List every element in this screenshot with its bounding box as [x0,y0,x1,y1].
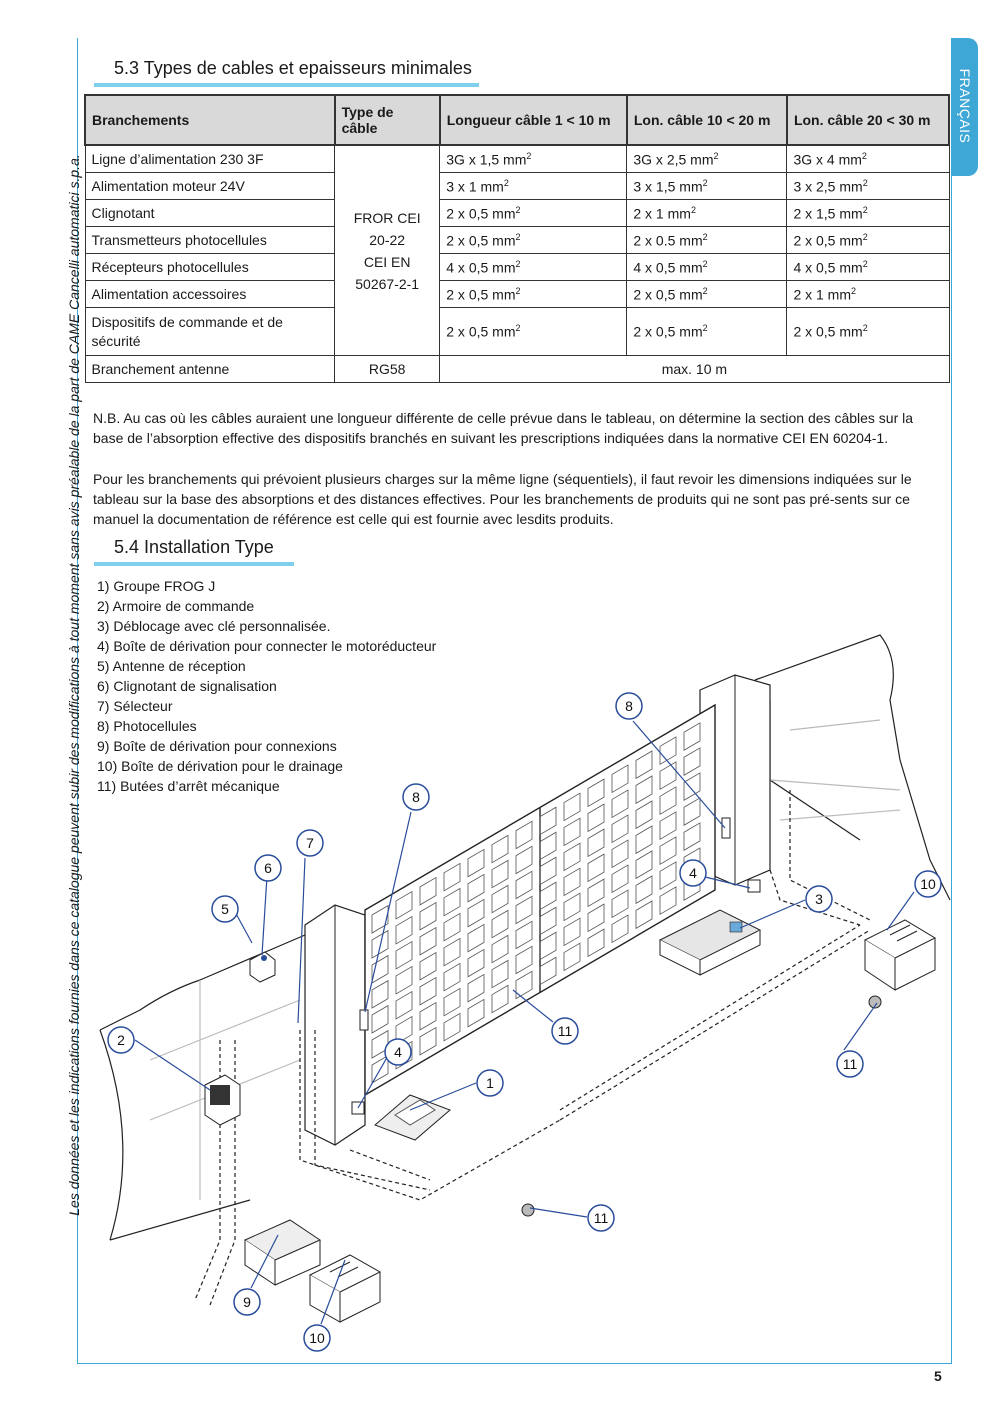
cell-value: 2 x 0,5 $mm^2$ [627,281,787,308]
note-paragraph-1: N.B. Au cas où les câbles auraient une longueur différente de celle prévue dans le tableau, on détermine la section des câbles sur la base de l’absorption effective des dispositifs branchés en suivant les prescriptions indiquées dans la normative CEI EN 60204-1. [93,410,914,446]
legend-item: 3) Déblocage avec clé personnalisée. [97,618,331,634]
cell-value: 2 x 0,5 $mm^2$ [787,227,949,254]
legend-item: 6) Clignotant de signalisation [97,678,277,694]
junction-box-10-right [865,920,935,990]
row-label: Branchement antenne [85,356,335,383]
cell-value: 2 x 1,5 $mm^2$ [787,200,949,227]
wall-right [755,635,950,900]
legend-item: 9) Boîte de dérivation pour connexions [97,738,337,754]
callout-9 [234,1289,260,1315]
header-type-cable: Type de câble [335,95,440,145]
motor-unit-3 [660,910,760,975]
cable-type-line: 20-22 [369,231,406,248]
note-paragraph-2: Pour les branchements qui prévoient plusieurs charges sur la même ligne (séquentiels), il faut revoir les dimensions indiquées sur le tableau sur la base des absorptions et des distances effectives. Pour les branchements de produits qui ne sont pas pré-sents sur ce manuel la documentation de référence est celle qui est fournie avec lesdits produits. [93,471,912,527]
svg-text:7: 7 [306,835,314,851]
cell-value: 2 x 0,5 $mm^2$ [440,281,627,308]
header-branchements: Branchements [85,95,335,145]
legend-item: 5) Antenne de réception [97,658,246,674]
svg-text:11: 11 [593,1210,609,1226]
callout-6 [255,855,281,881]
svg-text:8: 8 [625,698,633,714]
svg-text:11: 11 [842,1056,858,1072]
header-length-3: Lon. câble 20 < 30 m [787,95,949,145]
cell-value: 2 x 0.5 $mm^2$ [627,227,787,254]
cell-value: 4 x 0,5 $mm^2$ [440,254,627,281]
cell-value: 2 x 0,5 $mm^2$ [787,308,949,356]
frog-unit-1 [375,1095,450,1140]
cable-type-line: CEI EN [363,253,411,270]
svg-text:6: 6 [264,860,272,876]
page-number: 5 [934,1368,942,1384]
svg-text:9: 9 [243,1294,251,1310]
legend-item: 1) Groupe FROG J [97,578,216,594]
svg-text:3: 3 [815,891,823,907]
legend-item: 8) Photocellules [97,718,197,734]
cell-value: 3 x 1 $mm^2$ [440,173,627,200]
callout-8-pillar [616,693,642,719]
callout-8-gate [403,784,429,810]
callout-1 [477,1070,503,1096]
callout-10-right [915,871,941,897]
cell-value: 2 x 0,5 $mm^2$ [627,308,787,356]
header-length-1: Longueur câble 1 < 10 m [440,95,627,145]
cell-value: 2 x 0,5 $mm^2$ [440,200,627,227]
callout-4-left [385,1039,411,1065]
svg-text:11: 11 [557,1023,573,1039]
svg-text:10: 10 [920,876,936,892]
legend-item: 2) Armoire de commande [97,598,255,614]
cell-value: 3G x 1,5 $mm^2$ [440,145,627,173]
cell-value: 3G x 2,5 $mm^2$ [627,145,787,173]
callout-11-ground [588,1205,614,1231]
svg-text:4: 4 [689,865,697,881]
side-disclaimer: Les données et les indications fournies dans ce catalogue peuvent subir des modifications à tout moment sans avis préalable de la part de CAME Cancelli automatici s.p.a. [66,154,82,1216]
row-label: Alimentation accessoires [85,281,335,308]
cell-value: 2 x 0,5 $mm^2$ [440,308,627,356]
legend-item: 11) Butées d’arrêt mécanique [97,778,280,794]
cell-value: 2 x 1 $mm^2$ [787,281,949,308]
svg-text:2: 2 [117,1032,125,1048]
callout-7 [297,830,323,856]
legend-item: 4) Boîte de dérivation pour connecter le motoréducteur [97,638,437,654]
cell-value: 2 x 1 $mm^2$ [627,200,787,227]
callout-leaders [135,721,914,1324]
row-label: Clignotant [85,200,335,227]
cable-type-line: FROR CEI [353,209,421,226]
row-label: Alimentation moteur 24V [85,173,335,200]
cell-value: 3G x 4 $mm^2$ [787,145,949,173]
junction-box-9 [245,1220,320,1285]
row-label: Récepteurs photocellules [85,254,335,281]
callout-2 [108,1027,134,1053]
cell-value: 4 x 0,5 $mm^2$ [787,254,949,281]
section-5-4-title-text: 5.4 Installation Type [114,537,274,557]
svg-text:1: 1 [486,1075,494,1091]
callouts [108,693,941,1351]
callout-11-right [837,1051,863,1077]
row-label: Ligne d’alimentation 230 3F [85,145,335,173]
callout-10-left [304,1325,330,1351]
cell-value: 4 x 0,5 $mm^2$ [627,254,787,281]
cell-value: 3 x 1,5 $mm^2$ [627,173,787,200]
section-5-3-title-text: 5.3 Types de cables et epaisseurs minimales [114,58,472,78]
cable-type-line: 50267-2-1 [355,275,420,292]
legend-item: 10) Boîte de dérivation pour le drainage [97,758,343,774]
control-panel-2 [205,1075,240,1125]
callout-5 [212,896,238,922]
cell-value: 2 x 0,5 $mm^2$ [440,227,627,254]
callout-11-gate [552,1018,578,1044]
svg-text:4: 4 [394,1044,402,1060]
row-label: Transmetteurs photocellules [85,227,335,254]
svg-text:8: 8 [412,789,420,805]
header-length-2: Lon. câble 10 < 20 m [627,95,787,145]
callout-3 [806,886,832,912]
cell-value: max. 10 m [440,356,949,383]
cell-value: RG58 [335,356,440,383]
callout-4-right [680,860,706,886]
language-tab-label: FRANÇAIS [957,68,973,144]
gate [365,705,715,1095]
cell-value: 3 x 2,5 $mm^2$ [787,173,949,200]
legend-item: 7) Sélecteur [97,698,173,714]
svg-text:5: 5 [221,901,229,917]
row-label: Dispositifs de commande et de sécurité [85,308,335,356]
svg-text:10: 10 [309,1330,325,1346]
